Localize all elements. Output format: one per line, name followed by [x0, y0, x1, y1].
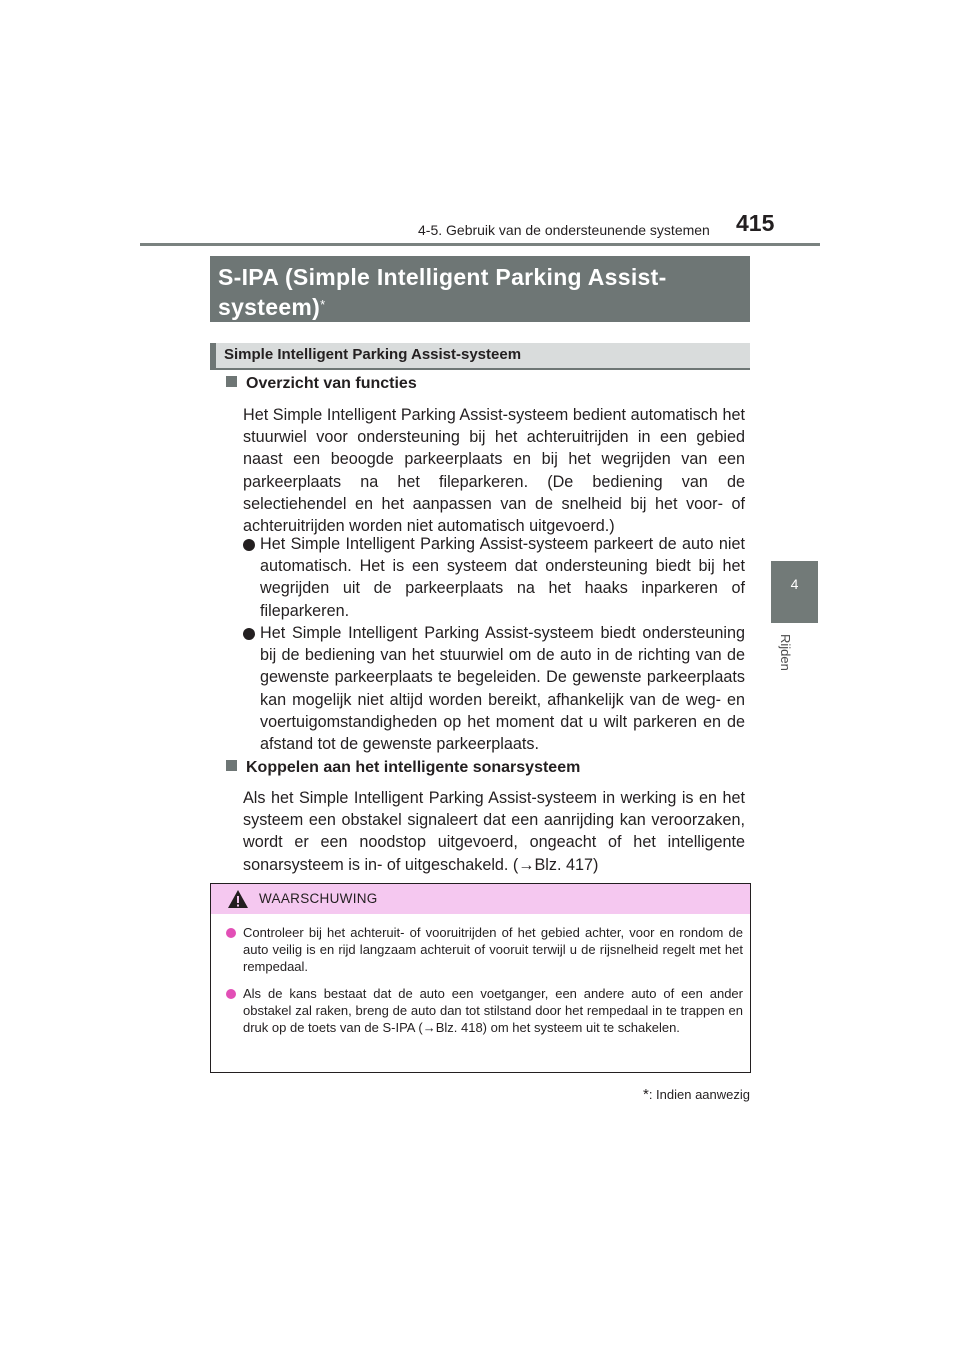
warning-item: Als de kans bestaat dat de auto een voetganger, een andere auto of een ander obstakel zal raken, breng de auto dan tot stilstand door het rempedaal in te trappen en druk op de toets van de S-IPA (→Blz. 418) om het systeem uit te schakelen.	[243, 986, 743, 1036]
section-title	[218, 262, 743, 322]
running-header-section: 4-5. Gebruik van de ondersteunende systemen	[418, 222, 710, 238]
subheading-bar	[210, 343, 750, 370]
chapter-tab	[771, 561, 818, 623]
bullet-item: Het Simple Intelligent Parking Assist-systeem parkeert de auto niet automatisch. Het is een systeem dat ondersteuning biedt bij het wegrijden uit de parkeerplaats na het haaks inparkeren of fileparkeren.	[260, 535, 745, 620]
warning-item: Controleer bij het achteruit- of vooruitrijden of het gebied achter, voor en rondom de auto veilig is en rijd langzaam achteruit of vooruit terwijl u de rijsnelheid regelt met het rempedaal.	[243, 925, 743, 975]
bullet-item: Het Simple Intelligent Parking Assist-systeem biedt ondersteuning bij de bediening van het stuurwiel om de auto in de richting van de gewenste parkeerplaats te begeleiden. De gewenste parkeerplaats kan mogelijk niet altijd worden bereikt, afhankelijk van de weg- en voertuigomstandigheden op het moment dat u wilt parkeren en de afstand tot de gewenste parkeerplaats.	[260, 624, 745, 754]
section-heading-text: Overzicht van functies	[246, 375, 417, 392]
footnote	[600, 1086, 750, 1103]
bullet-dot-icon	[243, 628, 255, 640]
square-bullet-icon	[226, 376, 237, 387]
section-heading-sonar	[226, 759, 580, 777]
warning-header	[211, 884, 750, 914]
overview-paragraph: Het Simple Intelligent Parking Assist-systeem bedient automatisch het stuurwiel voor ondersteuning bij het achteruitrijden in een gebied naast een beoogde parkeerplaats en bij het wegrijden van een parkeerplaats na het fileparkeren. (De bediening van de selectiehendel en het aanpassen van de snelheid bij het voor- of achteruitrijden worden niet automatisch uitgevoerd.)	[243, 406, 745, 536]
chapter-label-container	[778, 634, 808, 694]
warning-box	[210, 883, 751, 1073]
warning-title: WAARSCHUWING	[259, 891, 378, 906]
section-title-line1: S-IPA (Simple Intelligent Parking Assist-	[218, 264, 667, 290]
footnote-marker: *	[642, 1086, 649, 1103]
chapter-number: 4	[790, 576, 799, 592]
subheading-accent	[210, 343, 216, 368]
bullet-dot-icon	[243, 539, 255, 551]
page-number: 415	[736, 210, 775, 236]
chapter-label: Rijden	[778, 634, 793, 671]
subheading-text: Simple Intelligent Parking Assist-systeem	[224, 346, 522, 363]
section-title-bar	[210, 256, 750, 322]
warning-triangle-icon	[227, 889, 249, 909]
warning-bullet-icon	[226, 928, 236, 938]
footnote-text: : Indien aanwezig	[648, 1087, 750, 1102]
warning-bullet-icon	[226, 989, 236, 999]
header-divider	[140, 243, 820, 246]
section-title-line2: systeem)	[218, 294, 321, 320]
sonar-paragraph: Als het Simple Intelligent Parking Assist-systeem in werking is en het systeem een obstakel signaleert dat een aanrijding kan veroorzaken, wordt er een noodstop uitgevoerd, ongeacht of het intelligente sonarsysteem is in- of uitgeschakeld. (→Blz. 417)	[243, 789, 745, 874]
optional-marker: *	[320, 297, 326, 312]
section-heading-overview	[226, 375, 417, 393]
section-heading-text: Koppelen aan het intelligente sonarsysteem	[246, 759, 581, 776]
square-bullet-icon	[226, 760, 237, 771]
